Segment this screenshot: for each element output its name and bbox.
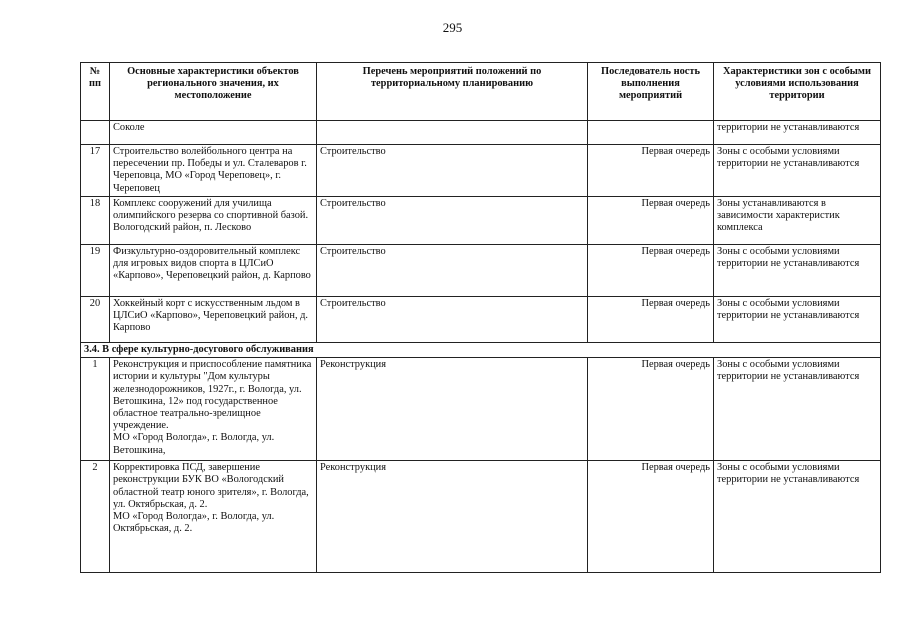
table-row — [81, 197, 881, 245]
table-row — [81, 461, 881, 573]
cell-order: Первая очередь — [588, 197, 714, 245]
cell-number: 18 — [81, 197, 110, 245]
cell-measure — [317, 121, 588, 145]
planning-table — [80, 62, 881, 573]
cell-number: 1 — [81, 358, 110, 461]
table-row — [81, 358, 881, 461]
cell-object: Комплекс сооружений для училища олимпийского резерва со спортивной базой. Вологодский район, п. Лесково — [110, 197, 317, 245]
cell-object: Реконструкция и приспособление памятника истории и культуры "Дом культуры железнодорожников, 1927г., г. Вологда, ул. Ветошкина, 12» под государственное областное театрально-зрелищное учреждение. МО «Город Вологда», г. Вологда, ул. Ветошкина, — [110, 358, 317, 461]
table-row — [81, 245, 881, 297]
cell-order: Первая очередь — [588, 358, 714, 461]
cell-zones: Зоны с особыми условиями территории не устанавливаются — [714, 358, 881, 461]
page-number: 295 — [442, 20, 463, 35]
header-zones: Характеристики зон с особыми условиями использования территории — [714, 63, 881, 121]
cell-zones: Зоны с особыми условиями территории не устанавливаются — [714, 145, 881, 197]
cell-zones: Зоны устанавливаются в зависимости характеристик комплекса — [714, 197, 881, 245]
cell-order: Первая очередь — [588, 245, 714, 297]
table-row-continuation — [81, 121, 881, 145]
section-header-row — [81, 343, 881, 358]
cell-object: Соколе — [110, 121, 317, 145]
cell-object: Хоккейный корт с искусственным льдом в ЦЛСиО «Карпово», Череповецкий район, д. Карпово — [110, 297, 317, 343]
header-number: № пп — [81, 63, 110, 121]
cell-zones: Зоны с особыми условиями территории не устанавливаются — [714, 245, 881, 297]
table-row — [81, 297, 881, 343]
cell-zones: Зоны с особыми условиями территории не устанавливаются — [714, 461, 881, 573]
cell-number: 2 — [81, 461, 110, 573]
cell-order: Первая очередь — [588, 297, 714, 343]
section-title: 3.4. В сфере культурно-досугового обслуживания — [81, 343, 881, 358]
cell-number: 19 — [81, 245, 110, 297]
header-order: Последователь ность выполнения мероприятий — [588, 63, 714, 121]
cell-object: Корректировка ПСД, завершение реконструкции БУК ВО «Вологодский областной театр юного зрителя», г. Вологда, ул. Октябрьская, д. 2. МО «Город Вологда», г. Вологда, ул. Октябрьская, д. 2. — [110, 461, 317, 573]
cell-order: Первая очередь — [588, 461, 714, 573]
cell-zones: Зоны с особыми условиями территории не устанавливаются — [714, 297, 881, 343]
header-measures: Перечень мероприятий положений по территориальному планированию — [317, 63, 588, 121]
cell-measure: Строительство — [317, 297, 588, 343]
cell-object: Физкультурно-оздоровительный комплекс для игровых видов спорта в ЦЛСиО «Карпово», Череповецкий район, д. Карпово — [110, 245, 317, 297]
cell-order: Первая очередь — [588, 145, 714, 197]
cell-object: Строительство волейбольного центра на пересечении пр. Победы и ул. Сталеваров г. Череповца, МО «Город Череповец», г. Череповец — [110, 145, 317, 197]
cell-measure: Строительство — [317, 197, 588, 245]
cell-zones: территории не устанавливаются — [714, 121, 881, 145]
table-header-row — [81, 63, 881, 121]
cell-measure: Реконструкция — [317, 358, 588, 461]
cell-measure: Реконструкция — [317, 461, 588, 573]
cell-measure: Строительство — [317, 245, 588, 297]
cell-number: 20 — [81, 297, 110, 343]
cell-number — [81, 121, 110, 145]
header-object: Основные характеристики объектов регионального значения, их местоположение — [110, 63, 317, 121]
cell-number: 17 — [81, 145, 110, 197]
cell-order — [588, 121, 714, 145]
cell-measure: Строительство — [317, 145, 588, 197]
table-row — [81, 145, 881, 197]
